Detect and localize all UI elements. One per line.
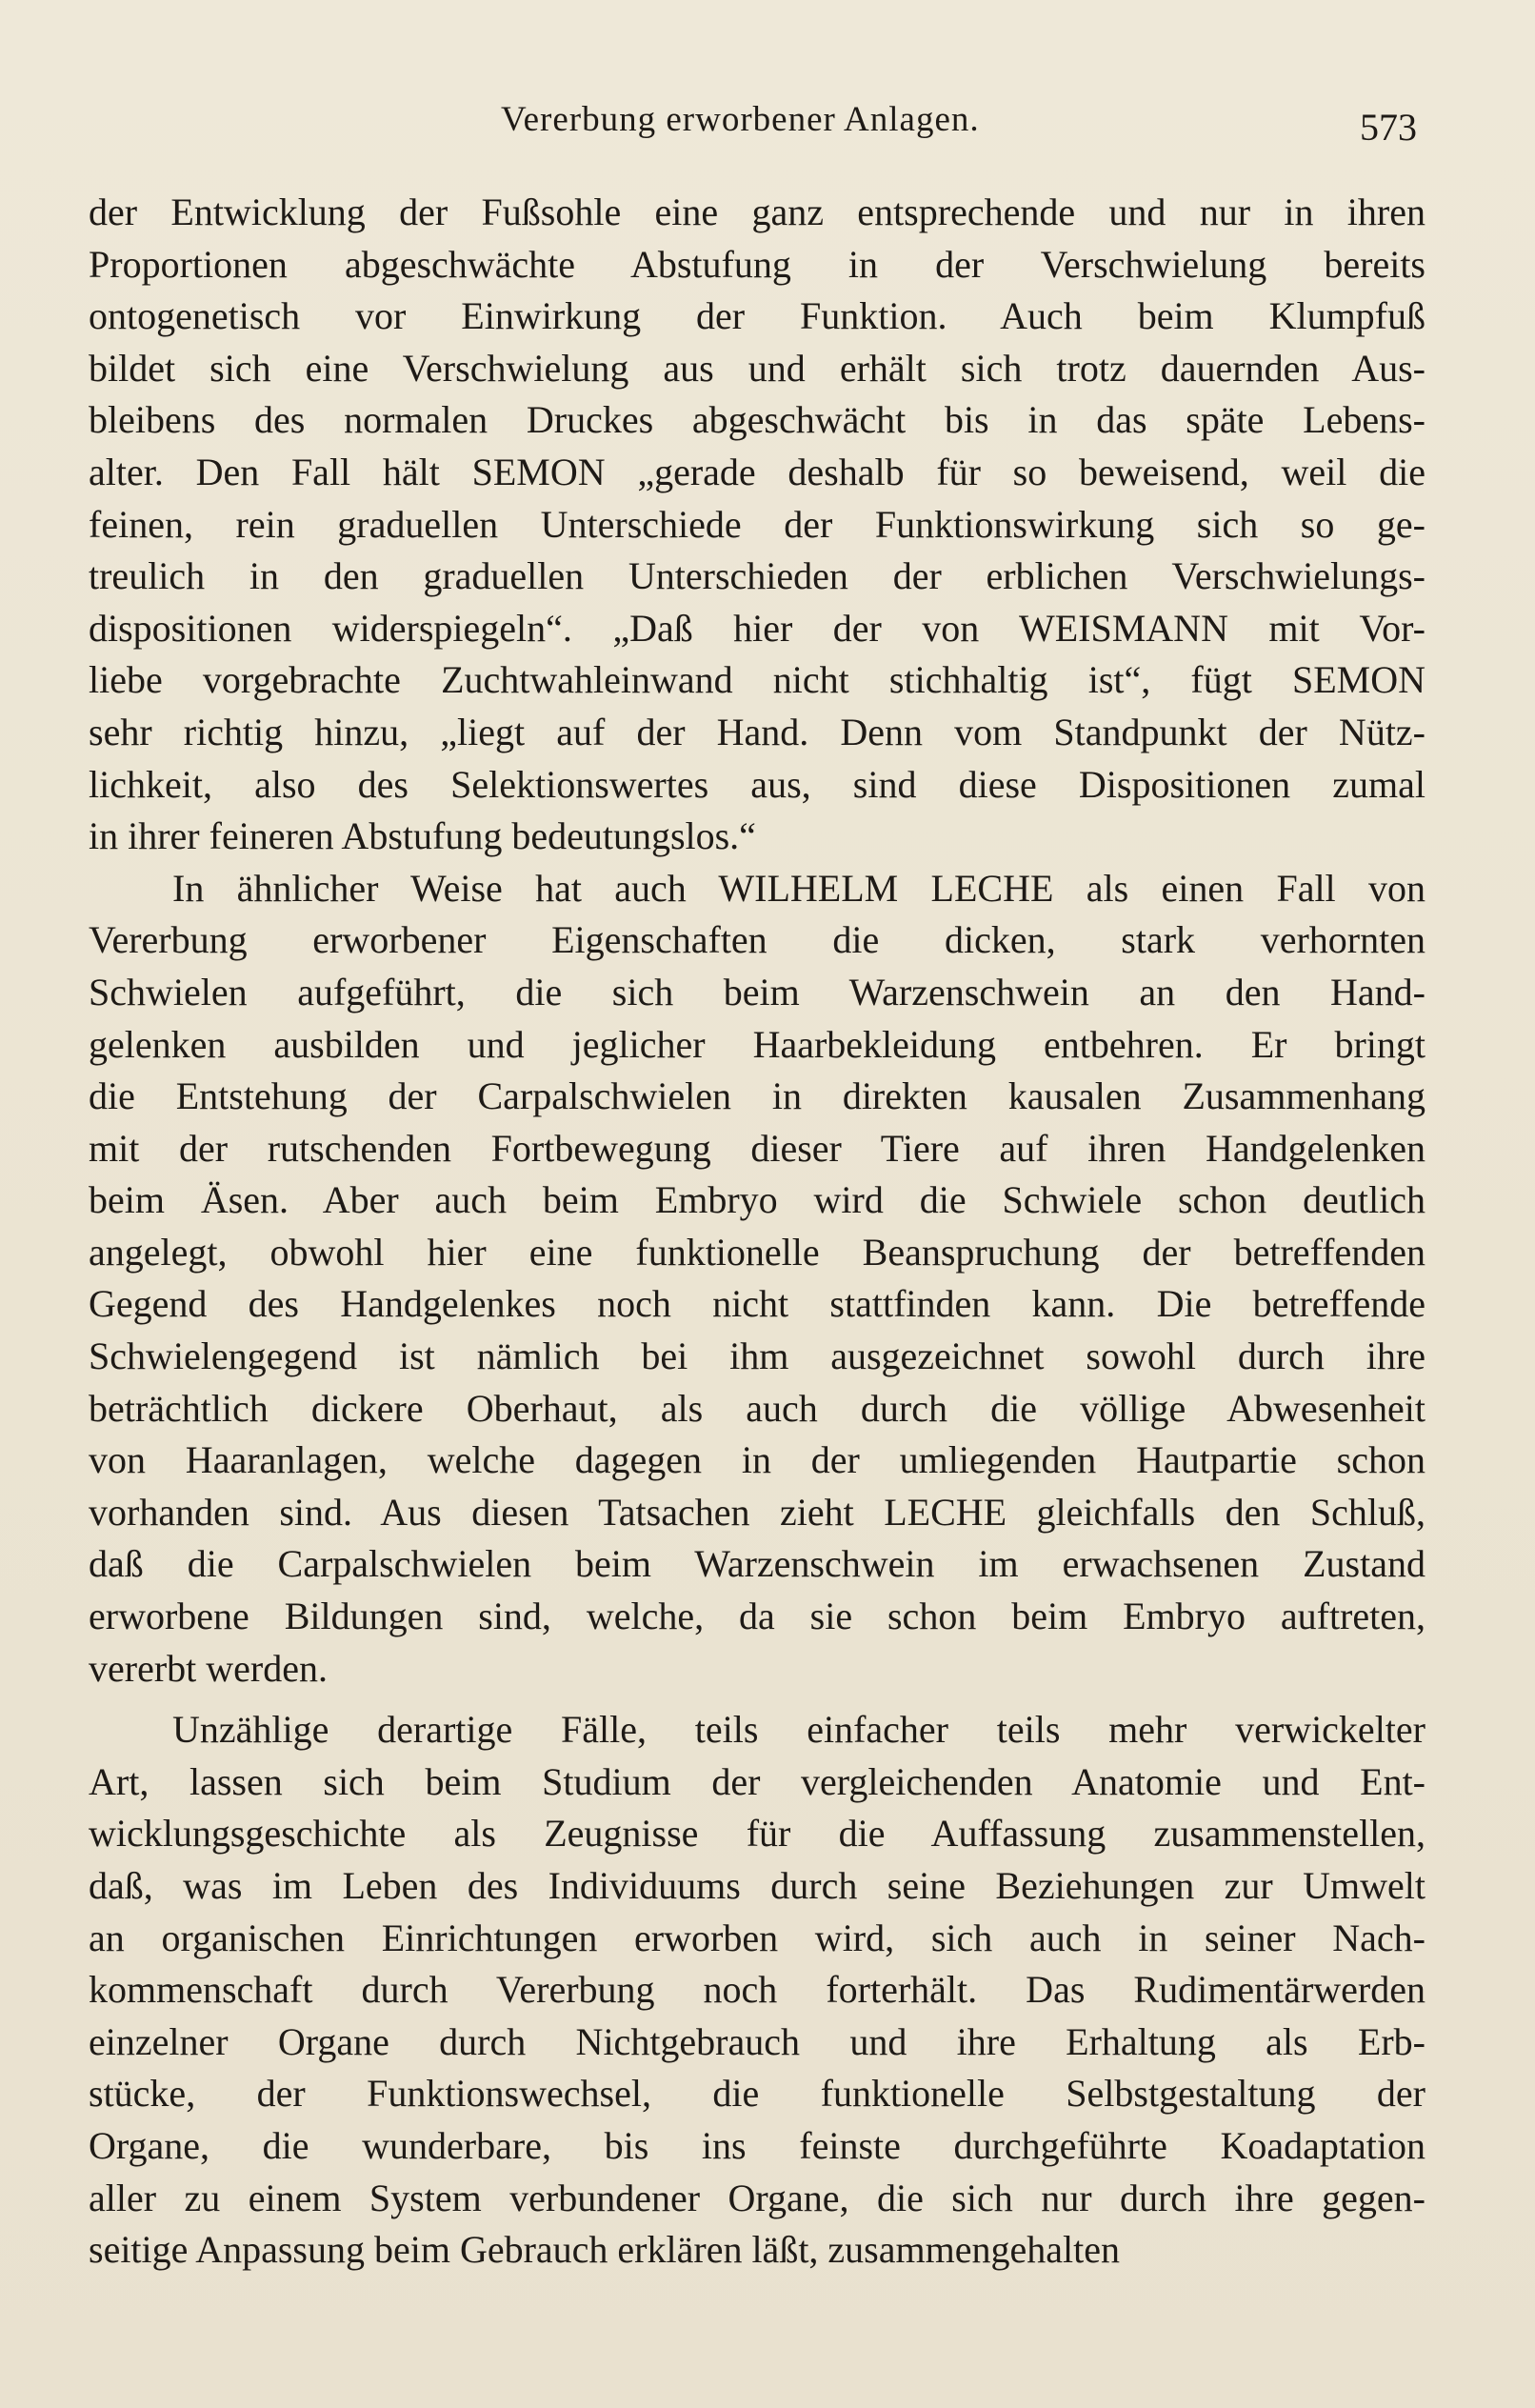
text-line: ontogenetisch vor Einwirkung der Funktion. Auch beim Klumpfuß (89, 294, 1425, 338)
text-line: bleibens des normalen Druckes abgeschwächt bis in das späte Lebens- (89, 398, 1425, 442)
text-line: In ähnlicher Weise hat auch WILHELM LECHE als einen Fall von (172, 866, 1425, 910)
paragraph (89, 863, 1425, 1696)
text-line: kommenschaft durch Vererbung noch forterhält. Das Rudimentärwerden (89, 1968, 1425, 2012)
text-line: an organischen Einrichtungen erworben wird, sich auch in seiner Nach- (89, 1916, 1425, 1959)
text-line: Art, lassen sich beim Studium der vergleichenden Anatomie und Ent- (89, 1759, 1425, 1803)
text-line: alter. Den Fall hält SEMON „gerade deshalb für so beweisend, weil die (89, 450, 1425, 493)
paragraph (89, 187, 1425, 863)
text-line: Gegend des Handgelenkes noch nicht stattfinden kann. Die betreffende (89, 1282, 1425, 1326)
text-line: in ihrer feineren Abstufung bedeutungslos.“ (89, 814, 756, 858)
text-line: treulich in den graduellen Unterschieden der erblichen Verschwielungs- (89, 554, 1425, 598)
text-line: mit der rutschenden Fortbewegung dieser Tiere auf ihren Handgelenken (89, 1126, 1425, 1170)
text-line: Vererbung erworbener Eigenschaften die dicken, stark verhornten (89, 918, 1425, 962)
text-line: Schwielengegend ist nämlich bei ihm ausgezeichnet sowohl durch ihre (89, 1334, 1425, 1378)
text-line: seitige Anpassung beim Gebrauch erklären läßt, zusammengehalten (89, 2228, 1120, 2272)
paragraph-gap (89, 1695, 1425, 1704)
body-text (89, 187, 1425, 2277)
text-line: liebe vorgebrachte Zuchtwahleinwand nicht stichhaltig ist“, fügt SEMON (89, 658, 1425, 702)
page-number: 573 (1360, 106, 1417, 149)
text-line: dispositionen widerspiegeln“. „Daß hier der von WEISMANN mit Vor- (89, 606, 1425, 650)
text-line: von Haaranlagen, welche dagegen in der umliegenden Hautpartie schon (89, 1438, 1425, 1482)
text-line: erworbene Bildungen sind, welche, da sie schon beim Embryo auftreten, (89, 1595, 1425, 1638)
text-line: einzelner Organe durch Nichtgebrauch und ihre Erhaltung als Erb- (89, 2019, 1425, 2063)
text-line: sehr richtig hinzu, „liegt auf der Hand. Denn vom Standpunkt der Nütz- (89, 710, 1425, 753)
text-line: aller zu einem System verbundener Organe, die sich nur durch ihre gegen- (89, 2176, 1425, 2219)
text-line: die Entstehung der Carpalschwielen in direkten kausalen Zusammenhang (89, 1074, 1425, 1118)
text-line: vererbt werden. (89, 1646, 328, 1690)
text-line: Proportionen abgeschwächte Abstufung in der Verschwielung bereits (89, 242, 1425, 286)
text-line: wicklungsgeschichte als Zeugnisse für die Auffassung zusammenstellen, (89, 1812, 1425, 1856)
text-line: angelegt, obwohl hier eine funktionelle Beanspruchung der betreffenden (89, 1230, 1425, 1274)
running-title: Vererbung erworbener Anlagen. (501, 100, 980, 139)
text-line: stücke, der Funktionswechsel, die funktionelle Selbstgestaltung der (89, 2072, 1425, 2116)
text-line: gelenken ausbilden und jeglicher Haarbekleidung entbehren. Er bringt (89, 1022, 1425, 1066)
text-line: bildet sich eine Verschwielung aus und erhält sich trotz dauernden Aus- (89, 346, 1425, 390)
text-line: der Entwicklung der Fußsohle eine ganz entsprechende und nur in ihren (89, 191, 1425, 233)
text-line: vorhanden sind. Aus diesen Tatsachen zieht LECHE gleichfalls den Schluß, (89, 1490, 1425, 1534)
text-line: daß die Carpalschwielen beim Warzenschwein im erwachsenen Zustand (89, 1542, 1425, 1586)
text-line: Schwielen aufgeführt, die sich beim Warzenschwein an den Hand- (89, 970, 1425, 1013)
text-line: Organe, die wunderbare, bis ins feinste durchgeführte Koadaptation (89, 2123, 1425, 2167)
text-line: beim Äsen. Aber auch beim Embryo wird die Schwiele schon deutlich (89, 1178, 1425, 1222)
paragraph (89, 1704, 1425, 2277)
text-line: lichkeit, also des Selektionswertes aus, sind diese Dispositionen zumal (89, 762, 1425, 806)
text-line: beträchtlich dickere Oberhaut, als auch durch die völlige Abwesenheit (89, 1386, 1425, 1430)
text-line: feinen, rein graduellen Unterschiede der Funktionswirkung sich so ge- (89, 502, 1425, 546)
text-line: Unzählige derartige Fälle, teils einfacher teils mehr verwickelter (172, 1708, 1425, 1752)
text-line: daß, was im Leben des Individuums durch seine Beziehungen zur Umwelt (89, 1864, 1425, 1907)
running-head (0, 99, 1535, 156)
